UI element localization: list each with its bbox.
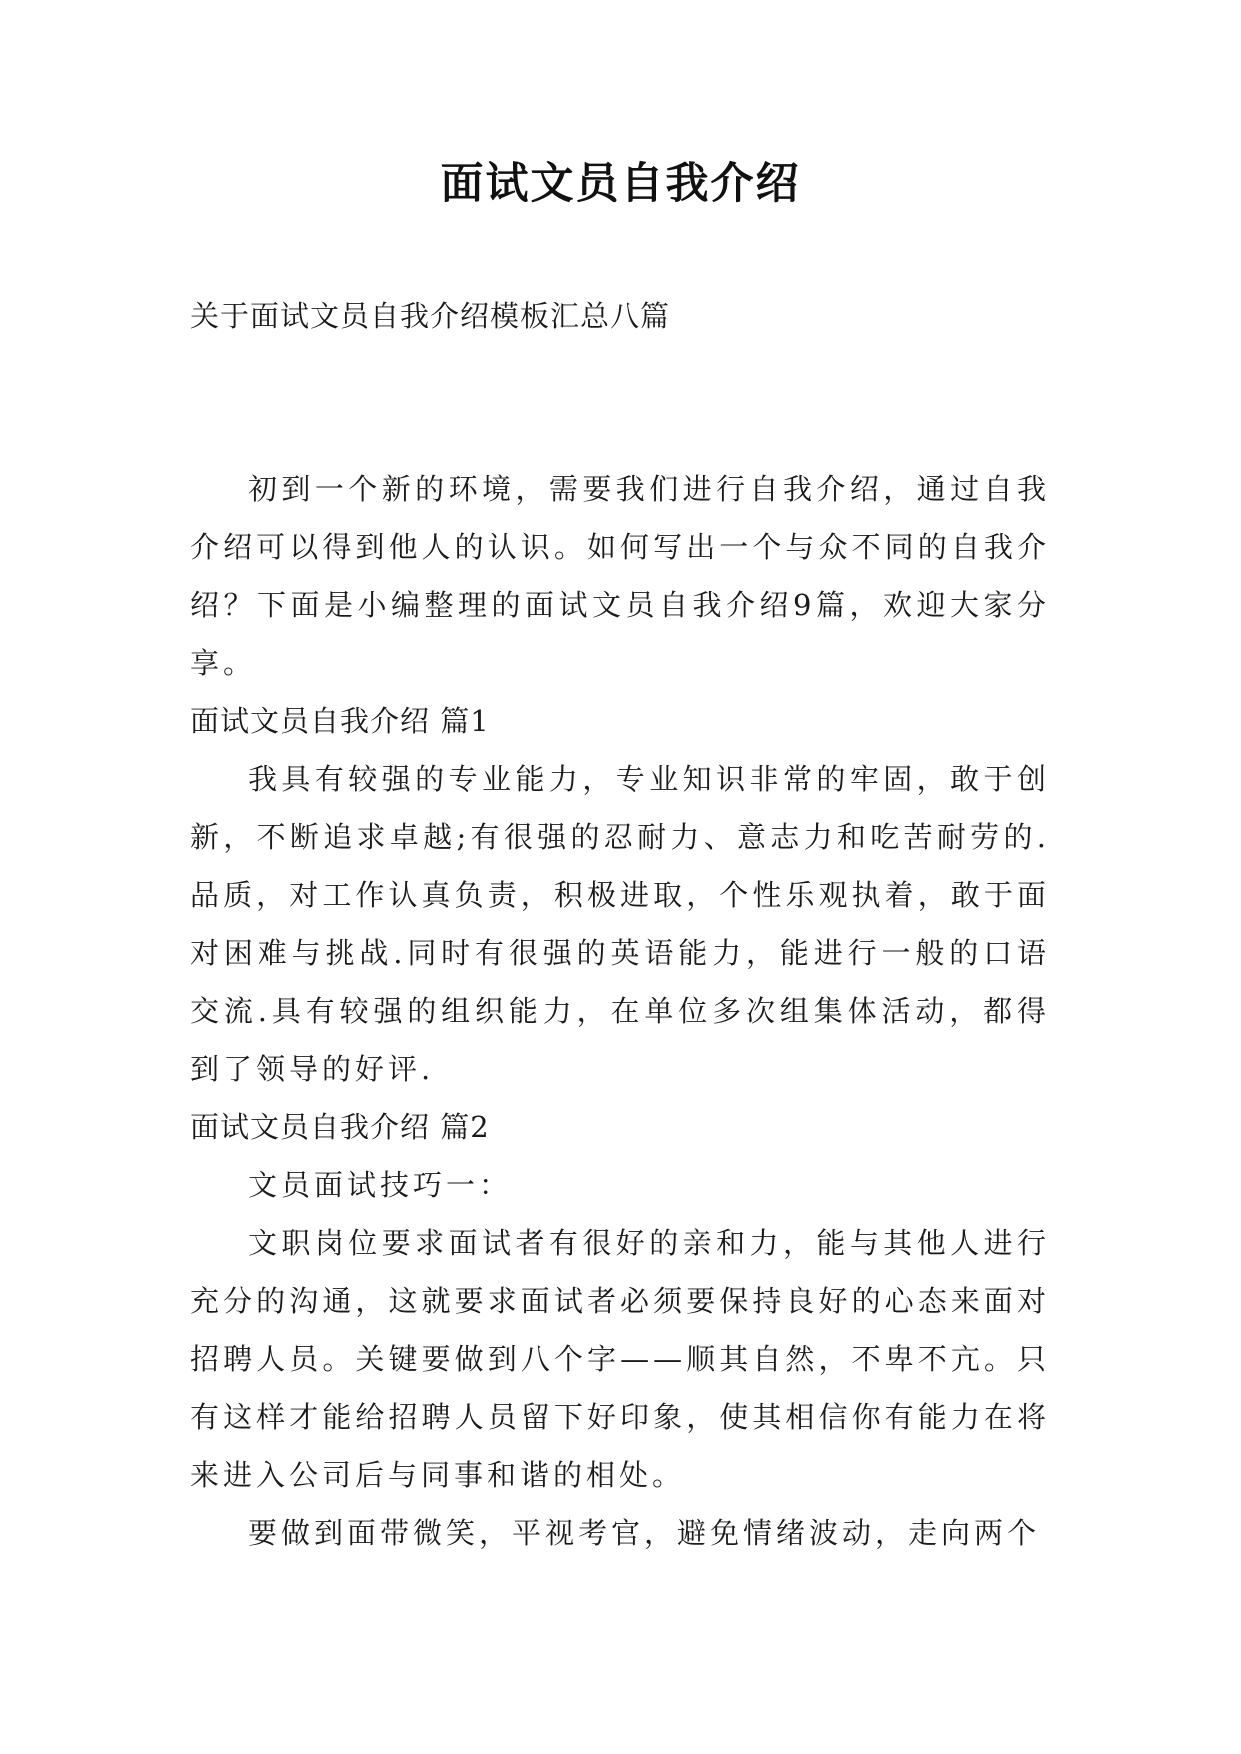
document-title: 面试文员自我介绍 bbox=[440, 159, 801, 209]
paragraph-intro: 初到一个新的环境，需要我们进行自我介绍，通过自我介绍可以得到他人的认识。如何写出一个与众不同的自我介绍？下面是小编整理的面试文员自我介绍9篇，欢迎大家分享。 bbox=[190, 472, 1050, 680]
paragraph-continued: 要做到面带微笑，平视考官，避免情绪波动，走向两个 bbox=[248, 1516, 1041, 1550]
paragraph-tip-heading: 文员面试技巧一： bbox=[248, 1168, 513, 1202]
section-heading-2: 面试文员自我介绍 篇2 bbox=[190, 1110, 490, 1144]
paragraph-tip-body: 文职岗位要求面试者有很好的亲和力，能与其他人进行充分的沟通，这就要求面试者必须要保持良好的心态来面对招聘人员。关键要做到八个字——顺其自然，不卑不亢。只有这样才能给招聘人员留下好印象，使其相信你有能力在将来进入公司后与同事和谐的相处。 bbox=[190, 1226, 1050, 1492]
paragraph-section-1: 我具有较强的专业能力，专业知识非常的牢固，敢于创新，不断追求卓越;有很强的忍耐力、意志力和吃苦耐劳的.品质，对工作认真负责，积极进取，个性乐观执着，敢于面对困难与挑战.同时有很强的英语能力，能进行一般的口语交流.具有较强的组织能力，在单位多次组集体活动，都得到了领导的好评. bbox=[190, 762, 1050, 1086]
section-heading-1: 面试文员自我介绍 篇1 bbox=[190, 704, 490, 738]
document-body bbox=[190, 460, 1050, 1562]
document-subtitle: 关于面试文员自我介绍模板汇总八篇 bbox=[190, 299, 671, 333]
